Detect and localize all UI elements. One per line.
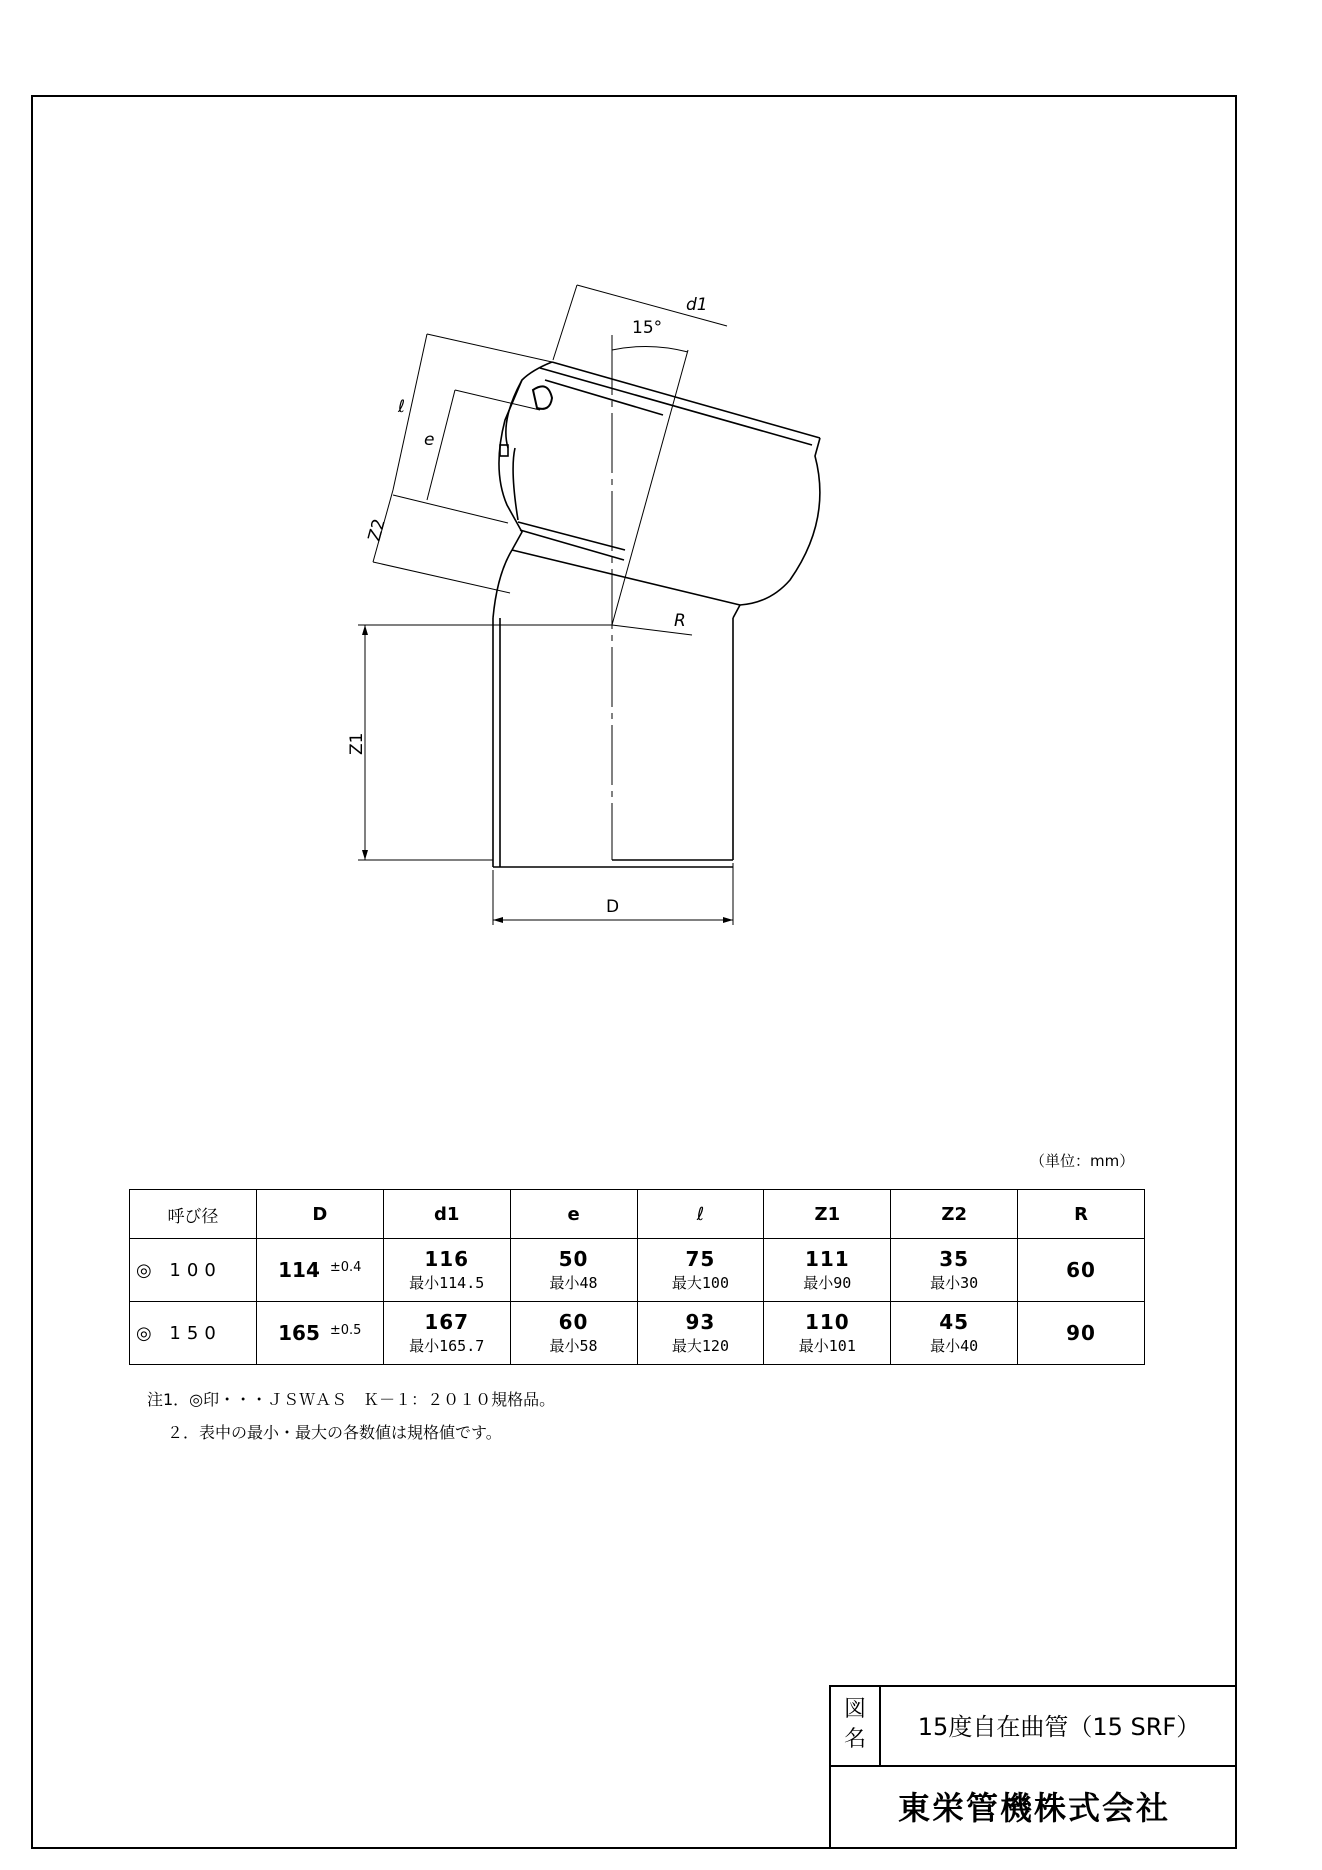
cell-r: 90 [1018,1302,1145,1365]
cell-e: 50 最小48 [510,1239,637,1302]
label-l: ℓ [398,397,406,417]
header-d1: d1 [383,1190,510,1239]
table-header-row [130,1190,1145,1239]
title-block [829,1685,1237,1849]
cell-d: 165 $^{\pm 0.5}$ [256,1302,383,1365]
cell-z1: 110 最小101 [764,1302,891,1365]
header-r: R [1018,1190,1145,1239]
table-row [130,1239,1145,1302]
company-name: 東栄管機株式会社 [897,1789,1170,1827]
zumei-label [831,1687,881,1767]
socket-bulge [740,438,820,605]
cell-nominal: ◎ 100 [130,1239,257,1302]
spec-table [129,1189,1145,1365]
label-d1: d1 [686,295,708,315]
cell-l: 93 最大120 [637,1302,764,1365]
cell-d1: 167 最小165.7 [383,1302,510,1365]
note-2: ２．表中の最小・最大の各数値は規格値です。 [167,1423,502,1442]
socket-bottom [512,550,740,605]
header-d: D [256,1190,383,1239]
label-r: R [674,611,686,631]
label-d: D [606,897,620,917]
socket-top [552,362,820,438]
bend-left [493,550,512,618]
label-z1: Z1 [347,732,367,755]
cell-z2: 35 最小30 [891,1239,1018,1302]
header-z2: Z2 [891,1190,1018,1239]
angle-arc [612,346,688,352]
cell-l: 75 最大100 [637,1239,764,1302]
zumei-char: 名 [843,1727,866,1752]
bend-right [733,605,740,618]
note-1: 注1．◎印・・・ＪＳＷＡＳ Ｋ－１：２０１０規格品。 [147,1390,556,1409]
cell-z1: 111 最小90 [764,1239,891,1302]
cell-z2: 45 最小40 [891,1302,1018,1365]
header-nominal: 呼び径 [130,1190,257,1239]
cell-e: 60 最小58 [510,1302,637,1365]
zumei-char: 図 [843,1697,866,1722]
cell-d: 114 $^{\pm 0.4}$ [256,1239,383,1302]
drawing-name: 15度自在曲管（15 SRF） [881,1687,1237,1767]
label-angle: 15° [632,318,663,338]
gasket [533,386,552,408]
header-l: ℓ [637,1190,764,1239]
header-z1: Z1 [764,1190,891,1239]
header-e: e [510,1190,637,1239]
label-e: e [424,430,435,450]
unit-note: （単位：mm） [1030,1152,1135,1170]
cell-d1: 116 最小114.5 [383,1239,510,1302]
ring-mark [500,445,508,456]
notes [147,1383,555,1449]
cell-r: 60 [1018,1239,1145,1302]
label-z2: Z2 [364,516,390,544]
table-row [130,1302,1145,1365]
cell-nominal: ◎ 150 [130,1302,257,1365]
